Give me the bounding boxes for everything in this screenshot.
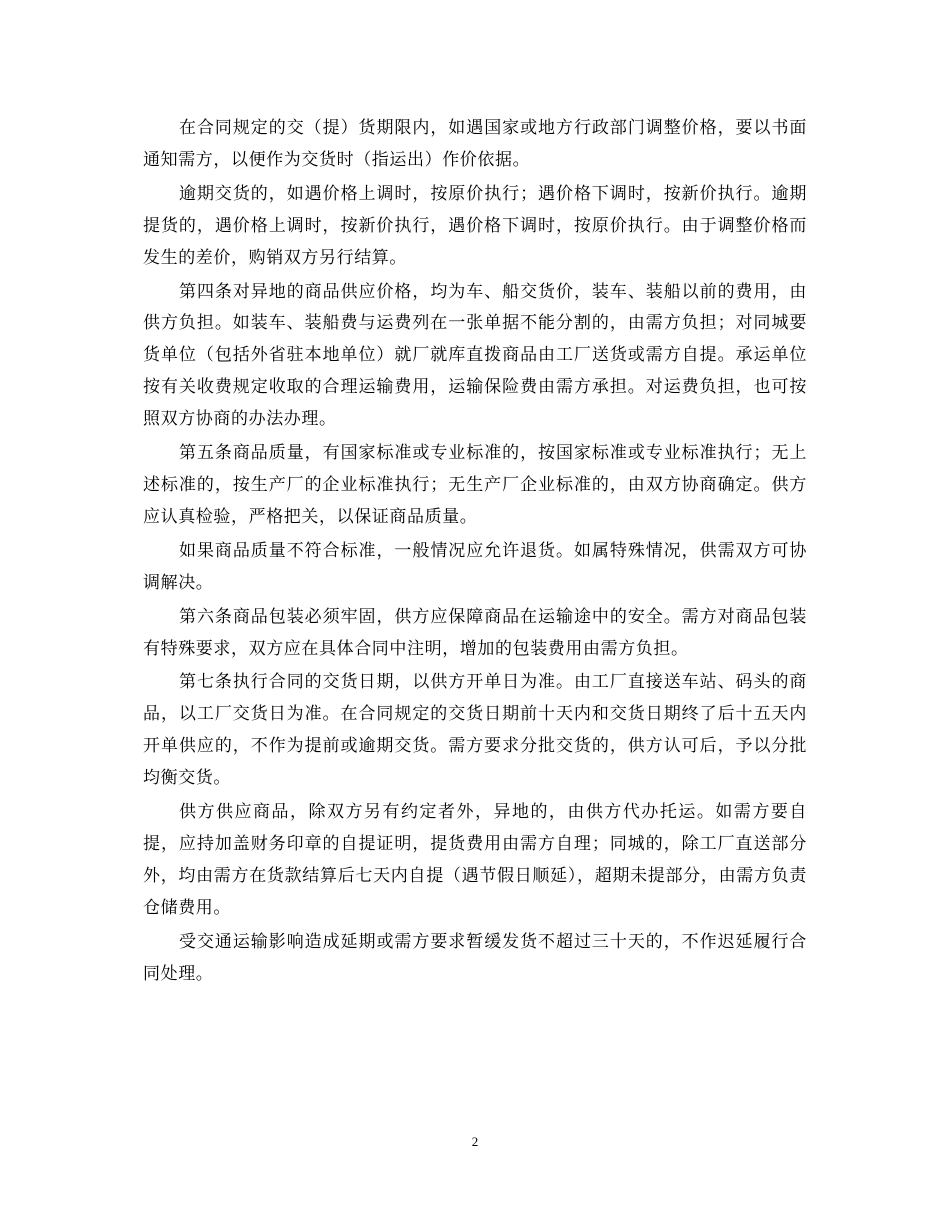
page-number: 2 — [471, 1134, 479, 1149]
paragraph-article-4: 第四条对异地的商品供应价格，均为车、船交货价，装车、装船以前的费用，由供方负担。如装车、装船费与运费列在一张单据不能分割的，由需方负担；对同城要货单位（包括外省驻本地单位）就厂就库直拨商品由工厂送货或需方自提。承运单位按有关收费规定收取的合理运输费用，运输保险费由需方承担。对运费负担，也可按照双方协商的办法办理。 — [143, 281, 807, 430]
paragraph-transport-delay: 受交通运输影响造成延期或需方要求暂缓发货不超过三十天的，不作迟延履行合同处理。 — [143, 931, 807, 984]
paragraph-article-6: 第六条商品包装必须牢固，供方应保障商品在运输途中的安全。需方对商品包装有特殊要求，双方应在具体合同中注明，增加的包装费用由需方负担。 — [143, 606, 807, 659]
paragraph-quality-return: 如果商品质量不符合标准，一般情况应允许退货。如属特殊情况，供需双方可协调解决。 — [143, 540, 807, 593]
document-body — [143, 113, 807, 992]
paragraph-overdue-delivery: 逾期交货的，如遇价格上调时，按原价执行；遇价格下调时，按新价执行。逾期提货的，遇价格上调时，按新价执行，遇价格下调时，按原价执行。由于调整价格而发生的差价，购销双方另行结算。 — [143, 183, 807, 268]
paragraph-article-5: 第五条商品质量，有国家标准或专业标准的，按国家标准或专业标准执行；无上述标准的，按生产厂的企业标准执行；无生产厂企业标准的，由双方协商确定。供方应认真检验，严格把关，以保证商品质量。 — [143, 443, 807, 527]
paragraph-article-7: 第七条执行合同的交货日期，以供方开单日为准。由工厂直接送车站、码头的商品，以工厂交货日为准。在合同规定的交货日期前十天内和交货日期终了后十五天内开单供应的，不作为提前或逾期交货。需方要求分批交货的，供方认可后，予以分批均衡交货。 — [143, 672, 807, 789]
paragraph-price-adjustment-notice: 在合同规定的交（提）货期限内，如遇国家或地方行政部门调整价格，要以书面通知需方，以便作为交货时（指运出）作价依据。 — [143, 118, 807, 170]
paragraph-supply-transport: 供方供应商品，除双方另有约定者外，异地的，由供方代办托运。如需方要自提，应持加盖财务印章的自提证明，提货费用由需方自理；同城的，除工厂直送部分外，均由需方在货款结算后七天内自提（遇节假日顺延），超期未提部分，由需方负责仓储费用。 — [143, 802, 807, 918]
